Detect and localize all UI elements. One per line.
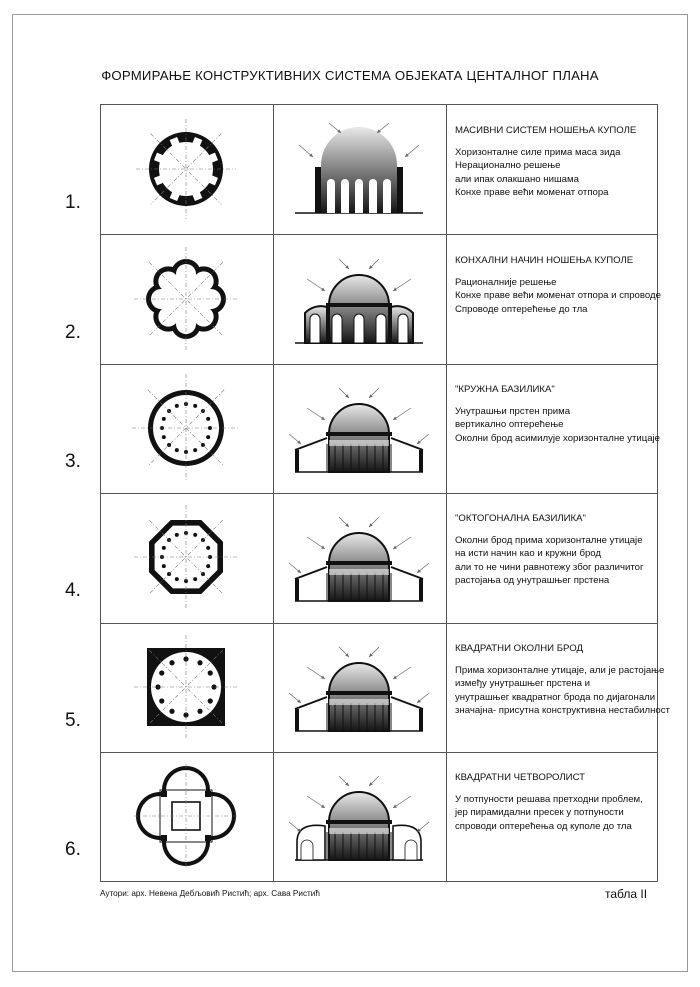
sheet-label: табла II [605,887,648,901]
plan-drawing-quatrefoil-8 [100,235,272,363]
description-line: јер пирамидални пресек у потпуности [455,807,624,819]
description-line: Рационалније решење [455,276,557,288]
row-heading: "ОКТОГОНАЛНА БАЗИЛИКА" [455,513,586,524]
description-line: на исти начин као и кружни брод [455,548,602,560]
section-drawing [273,623,445,751]
plan-drawing-tetraconch [100,752,272,880]
row-description [455,512,657,588]
row-heading: "КРУЖНА БАЗИЛИКА" [455,384,555,395]
description-line: Околни брод асимилује хоризонталне утицаје [455,432,661,444]
description-line: вертикално оптерећење [455,419,564,431]
row-description [455,771,657,833]
description-line: али то не чини равнотежу због различитог [455,561,644,573]
row-number: 5. [65,710,81,731]
description-line: спроводи оптерећења од куполе до тла [455,820,632,832]
row-heading: КВАДРАТНИ ОКОЛНИ БРОД [455,643,583,654]
description-line: У потпуности решава претходни проблем, [455,793,643,805]
description-line: између унутрашњег прстена и [455,678,591,690]
page-title: ФОРМИРАЊЕ КОНСТРУКТИВНИХ СИСТЕМА ОБЈЕКАТА ЦЕНТАЛНОГ ПЛАНА [101,68,599,83]
plan-drawing-ring [100,364,272,492]
authors-credit: Аутори: арх. Невена Дебљовић Ристић; арх. Сава Ристић [100,889,320,898]
section-drawing [273,364,445,492]
description-line: Околни брод прима хоризонталне утицаје [455,534,643,546]
description-line: али ипак олакшано нишама [455,173,579,185]
description-line: растојања од унутрашњег прстена [455,575,610,587]
section-drawing [273,105,445,233]
row-description [455,254,661,316]
plan-drawing-octagon [100,493,272,621]
row-heading: КОНХАЛНИ НАЧИН НОШЕЊА КУПОЛЕ [455,255,634,266]
plan-drawing-square [100,623,272,751]
description-line: Конхе праве већи моменат отпора [455,187,609,199]
description-line: Хоризонталне силе прима маса зида [455,146,621,158]
description-line: Конхе праве већи моменат отпора и спроводе [455,290,661,302]
row-number: 1. [65,192,81,213]
row-description [455,383,661,445]
description-line: значајна- присутна конструктивна нестабилност [455,705,670,717]
row-number: 2. [65,322,81,343]
description-line: Прима хоризонталне утицаје, али је растојање [455,664,665,676]
description-line: унутрашњег квадратног брода по дијагонали [455,691,656,703]
row-description [455,642,670,718]
row-number: 3. [65,451,81,472]
section-drawing [273,235,445,363]
description-line: Нерационално решење [455,160,561,172]
row-description [455,124,657,200]
description-line: Унутрашњи прстен прима [455,405,571,417]
plan-drawing-circle [100,105,272,233]
row-number: 4. [65,580,81,601]
row-heading: КВАДРАТНИ ЧЕТВОРОЛИСТ [455,772,586,783]
row-heading: МАСИВНИ СИСТЕМ НОШЕЊА КУПОЛЕ [455,125,637,136]
section-drawing [273,752,445,880]
section-drawing [273,493,445,621]
row-number: 6. [65,839,81,860]
description-line: Спроводе оптерећење до тла [455,303,588,315]
